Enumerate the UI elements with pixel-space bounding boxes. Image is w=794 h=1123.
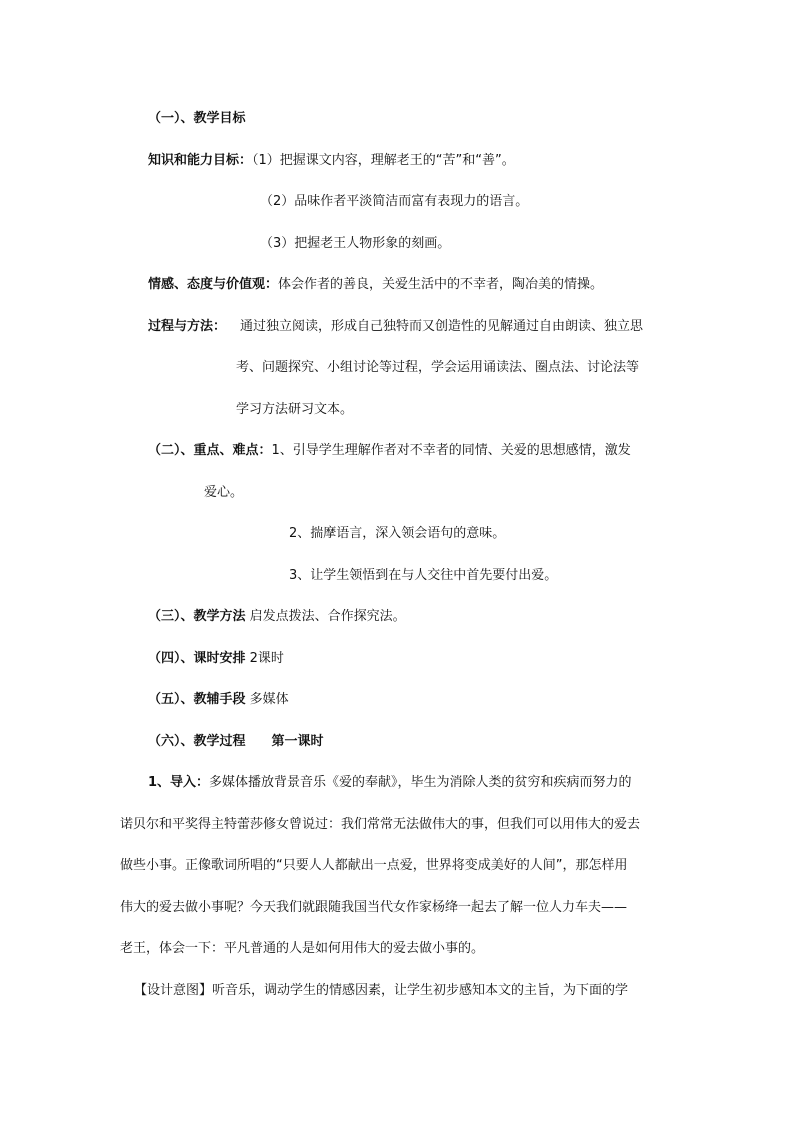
design-label: 【设计意图】 [134,983,213,998]
process-line-3: 学习方法研习文本。 [236,402,354,417]
section-heading-schedule: （四）、课时安排 [148,651,246,666]
process-label: 过程与方法： [148,319,227,334]
process-objective [148,319,643,335]
schedule-text: 2课时 [249,651,284,666]
section-heading-aids: （五）、教辅手段 [148,692,246,707]
aids-text: 多媒体 [249,692,289,707]
section-heading-process: （六）、教学过程 [148,734,246,749]
key-point-1-cont: 爱心。 [204,485,244,500]
section-heading-objectives: （一）、教学目标 [148,111,246,126]
section-heading-key-points: （二）、重点、难点： [148,443,272,458]
teaching-method [148,609,406,625]
knowledge-objective [148,153,515,169]
teaching-aids [148,692,289,708]
key-point-2: 2、揣摩语言，深入领会语句的意味。 [289,526,506,541]
process-line-2: 考、问题探究、小组讨论等过程，学会运用诵读法、圈点法、讨论法等 [236,360,640,375]
method-text: 启发点拨法、合作探究法。 [249,609,406,624]
intro-line-4: 伟大的爱去做小事呢？今天我们就跟随我国当代女作家杨绛一起去了解一位人力车夫—— [120,900,628,915]
emotion-text: 体会作者的善良，关爱生活中的不幸者，陶冶美的情操。 [278,277,604,292]
key-points [148,443,631,459]
intro-label: 1、导入： [148,775,210,790]
design-intent [134,983,628,999]
process-line-1: 通过独立阅读，形成自己独特而又创造性的见解通过自由朗读、独立思 [240,319,644,334]
intro-line-3: 做些小事。正像歌词所唱的“只要人人都献出一点爱，世界将变成美好的人间”，那怎样用 [120,858,628,873]
emotion-label: 情感、态度与价值观： [148,277,279,292]
knowledge-item-3: （3）把握老王人物形象的刻画。 [260,236,451,251]
key-point-3: 3、让学生领悟到在与人交往中首先要付出爱。 [289,568,558,583]
design-text: 听音乐，调动学生的情感因素，让学生初步感知本文的主旨，为下面的学 [212,983,629,998]
emotion-objective [148,277,603,293]
intro-text-1: 多媒体播放背景音乐《爱的奉献》，毕生为消除人类的贫穷和疾病而努力的 [209,775,632,790]
knowledge-item-1: （1）把握课文内容，理解老王的“苦”和“善”。 [252,153,515,168]
key-point-1: 1、引导学生理解作者对不幸者的同情、关爱的思想感情，激发 [271,443,631,458]
first-lesson-heading: 第一课时 [271,734,324,749]
section-heading-method: （三）、教学方法 [148,609,246,624]
lesson-schedule [148,651,284,667]
intro-line-2: 诺贝尔和平奖得主特蕾莎修女曾说过：我们常常无法做伟大的事，但我们可以用伟大的爱去 [120,817,641,832]
knowledge-item-2: （2）品味作者平淡简洁而富有表现力的语言。 [260,194,529,209]
knowledge-label: 知识和能力目标： [148,153,253,168]
intro-line-5: 老王，体会一下：平凡普通的人是如何用伟大的爱去做小事的。 [120,941,485,956]
teaching-process [148,734,324,750]
intro-line-1 [148,775,632,791]
